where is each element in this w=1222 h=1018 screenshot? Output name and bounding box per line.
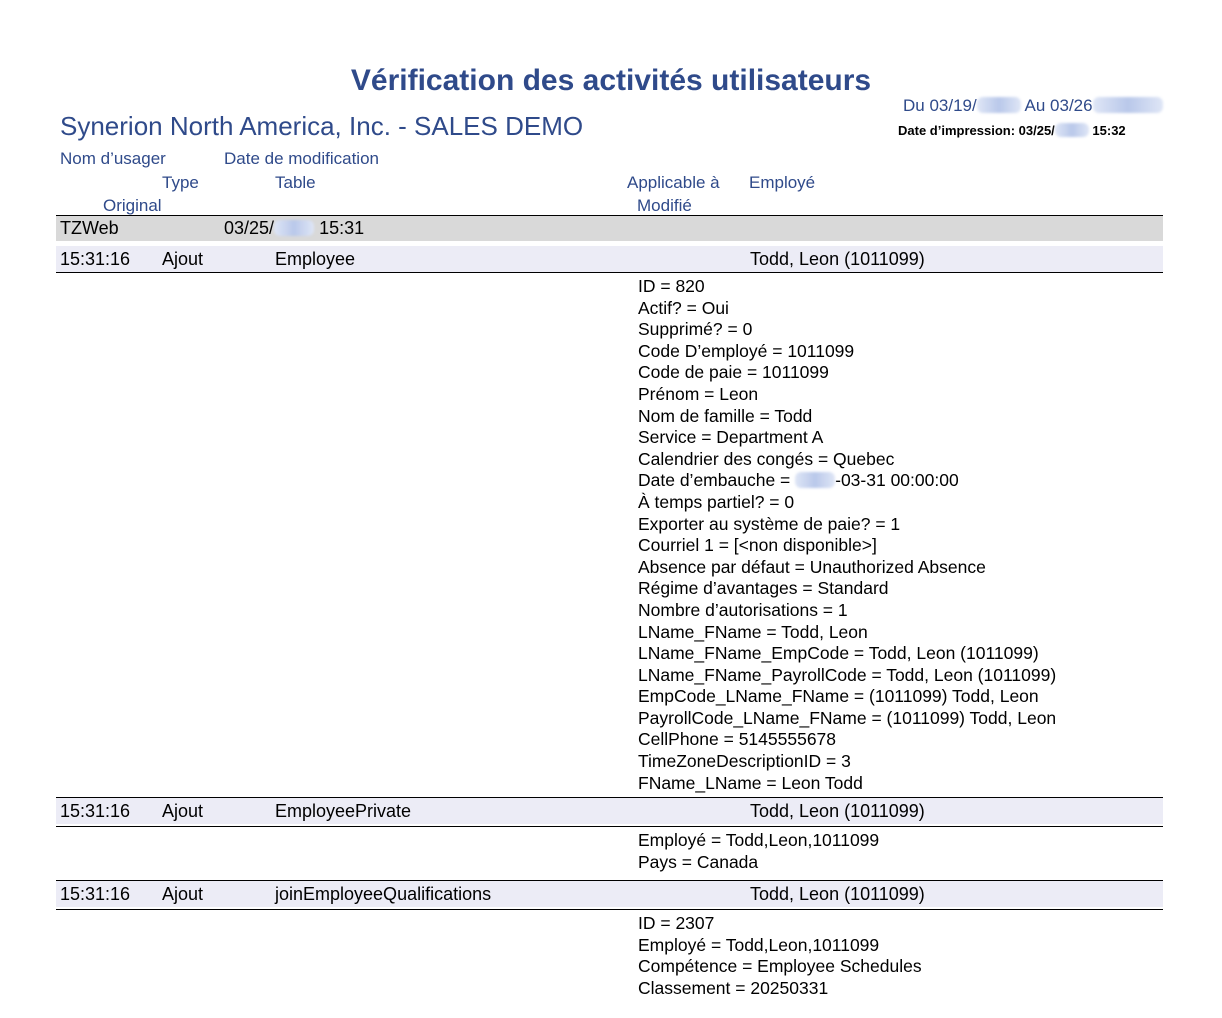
change-item: Employé = Todd,Leon,1011099 xyxy=(638,934,880,955)
change-item: CellPhone = 5145555678 xyxy=(638,729,837,750)
entry-type: Ajout xyxy=(162,249,204,269)
redacted-year xyxy=(795,472,835,488)
change-item: Code D’employé = 1011099 xyxy=(638,340,855,361)
entry-time: 15:31:16 xyxy=(60,249,131,269)
change-item: Compétence = Employee Schedules xyxy=(638,956,922,977)
entry-row xyxy=(56,246,1163,272)
change-item: Régime d’avantages = Standard xyxy=(638,578,889,599)
user-group-row xyxy=(56,216,1163,241)
change-item: Courriel 1 = [<non disponible>] xyxy=(638,535,877,556)
entry-table: joinEmployeeQualifications xyxy=(275,884,492,904)
change-item: LName_FName_PayrollCode = Todd, Leon (1011099) xyxy=(638,664,1057,685)
header-user-name: Nom d’usager xyxy=(60,149,166,168)
company-name: Synerion North America, Inc. - SALES DEMO xyxy=(60,111,584,141)
redacted-year xyxy=(274,220,314,236)
entry-rule xyxy=(56,909,1163,910)
change-item: Absence par défaut = Unauthorized Absence xyxy=(638,556,986,577)
change-item: Exporter au système de paie? = 1 xyxy=(638,513,901,534)
header-original: Original xyxy=(103,196,162,215)
entry-row xyxy=(56,881,1163,907)
entry-type: Ajout xyxy=(162,801,204,821)
range-from: Du 03/19/ xyxy=(903,96,977,115)
change-item: Employé = Todd,Leon,1011099 xyxy=(638,830,880,850)
print-date xyxy=(898,123,1126,138)
change-item: FName_LName = Leon Todd xyxy=(638,772,863,793)
entry-table: EmployeePrivate xyxy=(275,801,412,821)
header-table: Table xyxy=(275,173,316,192)
entry-row xyxy=(56,798,1163,824)
change-item: Nombre d’autorisations = 1 xyxy=(638,599,848,620)
change-item: ID = 820 xyxy=(638,276,705,296)
report-title: Vérification des activités utilisateurs xyxy=(350,64,872,97)
change-item: LName_FName_EmpCode = Todd, Leon (1011099) xyxy=(638,643,1039,664)
change-item: Code de paie = 1011099 xyxy=(638,362,829,383)
header-modified-date: Date de modification xyxy=(224,149,379,168)
header-employee: Employé xyxy=(749,173,816,192)
change-item: EmpCode_LName_FName = (1011099) Todd, Leon xyxy=(638,686,1039,707)
change-item: Supprimé? = 0 xyxy=(638,319,753,340)
entry-table: Employee xyxy=(275,249,356,269)
redacted-year xyxy=(1055,123,1089,137)
change-item: ID = 2307 xyxy=(638,913,715,933)
change-list xyxy=(638,913,922,999)
entry-employee: Todd, Leon (1011099) xyxy=(750,249,925,269)
change-item: TimeZoneDescriptionID = 3 xyxy=(638,751,851,772)
entry-rule xyxy=(56,826,1163,827)
print-time: 15:32 xyxy=(1092,123,1126,138)
change-item: PayrollCode_LName_FName = (1011099) Todd, Leon xyxy=(638,707,1057,728)
date-range xyxy=(903,96,1163,116)
change-item: Service = Department A xyxy=(638,427,824,448)
range-to: Au 03/26 xyxy=(1024,96,1093,115)
change-list xyxy=(638,276,1056,794)
change-item: Classement = 20250331 xyxy=(638,977,829,998)
change-item: Nom de famille = Todd xyxy=(638,405,813,426)
change-item: Prénom = Leon xyxy=(638,383,759,404)
entry-type: Ajout xyxy=(162,884,204,904)
change-item-hire-date: Date d’embauche = -03-31 00:00:00 xyxy=(638,470,959,491)
entry-rule xyxy=(56,272,1163,273)
change-item: Calendrier des congés = Quebec xyxy=(638,448,895,469)
header-type: Type xyxy=(162,173,199,192)
change-item: LName_FName = Todd, Leon xyxy=(638,621,868,642)
entry-employee: Todd, Leon (1011099) xyxy=(750,801,925,821)
entry-employee: Todd, Leon (1011099) xyxy=(750,884,925,904)
user-name: TZWeb xyxy=(60,218,119,238)
redacted-year xyxy=(977,97,1021,113)
redacted-year xyxy=(1093,97,1163,113)
change-item: Pays = Canada xyxy=(638,851,759,872)
header-modified: Modifié xyxy=(637,196,692,215)
user-modified-date: 03/25/ 15:31 xyxy=(224,218,365,238)
change-item: À temps partiel? = 0 xyxy=(638,491,795,512)
entry-time: 15:31:16 xyxy=(60,884,131,904)
header-applies-to: Applicable à xyxy=(627,173,720,192)
print-label: Date d’impression: 03/25/ xyxy=(898,123,1055,138)
change-item: Actif? = Oui xyxy=(638,297,729,318)
entry-time: 15:31:16 xyxy=(60,801,131,821)
change-list xyxy=(638,830,879,873)
